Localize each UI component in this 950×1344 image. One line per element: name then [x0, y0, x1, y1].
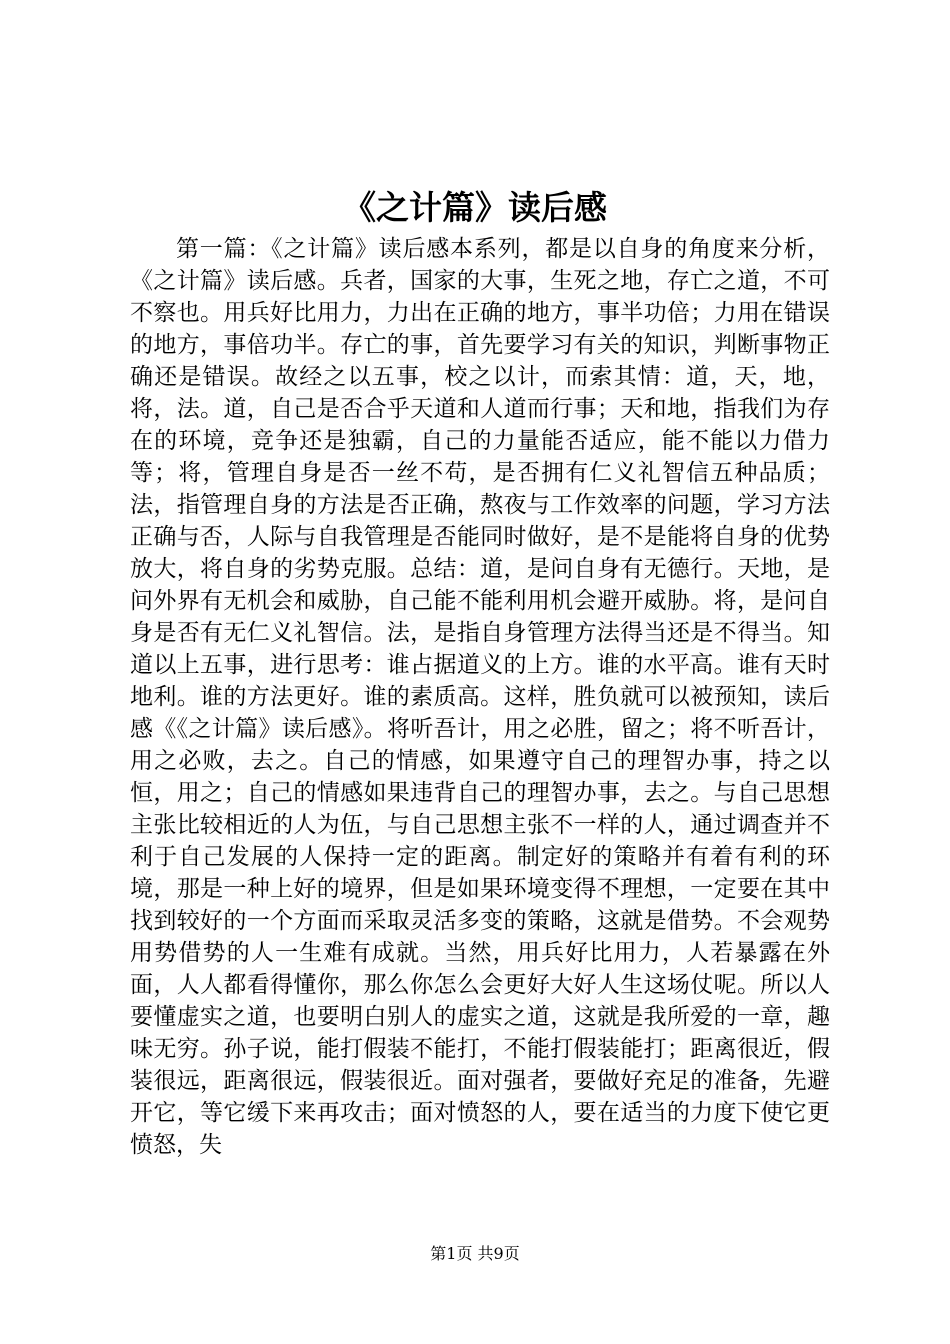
page-number-footer: 第1页 共9页	[430, 1244, 520, 1263]
document-title: 《之计篇》读后感	[343, 188, 607, 227]
body-paragraph: 第一篇：《之计篇》读后感本系列，都是以自身的角度来分析，《之计篇》读后感。兵者，国家的大事，生死之地，存亡之道，不可不察也。用兵好比用力，力出在正确的地方，事半功倍；力用在错误的地方，事倍功半。存亡的事，首先要学习有关的知识，判断事物正确还是错误。故经之以五事，校之以计，而索其情：道，天，地，将，法。道，自己是否合乎天道和人道而行事；天和地，指我们为存在的环境，竞争还是独霸，自己的力量能否适应，能不能以力借力等；将，管理自身是否一丝不苟，是否拥有仁义礼智信五种品质；法，指管理自身的方法是否正确，熬夜与工作效率的问题，学习方法正确与否，人际与自我管理是否能同时做好，是不是能将自身的优势放大，将自身的劣势克服。总结：道，是问自身有无德行。天地，是问外界有无机会和威胁，自己能不能利用机会避开威胁。将，是问自身是否有无仁义礼智信。法，是指自身管理方法得当还是不得当。知道以上五事，进行思考：谁占据道义的上方。谁的水平高。谁有天时地利。谁的方法更好。谁的素质高。这样，胜负就可以被预知，读后感《《之计篇》读后感》。将听吾计，用之必胜，留之；将不听吾计，用之必败，去之。自己的情感，如果遵守自己的理智办事，持之以恒，用之；自己的情感如果违背自己的理智办事，去之。与自己思想主张比较相近的人为伍，与自己思想主张不一样的人，通过调查并不利于自己发展的人保持一定的距离。制定好的策略并有着有利的环境，那是一种上好的境界，但是如果环境变得不理想，一定要在其中找到较好的一个方面而采取灵活多变的策略，这就是借势。不会观势用势借势的人一生难有成就。当然，用兵好比用力，人若暴露在外面，人人都看得懂你，那么你怎么会更好大好人生这场仗呢。所以人要懂虚实之道，也要明白别人的虚实之道，这就是我所爱的一章，趣味无穷。孙子说，能打假装不能打，不能打假装能打；距离很近，假装很远，距离很远，假装很近。面对强者，要做好充足的准备，先避开它，等它缓下来再攻击；面对愤怒的人，要在适当的力度下使它更愤怒，失	[130, 236, 830, 1158]
